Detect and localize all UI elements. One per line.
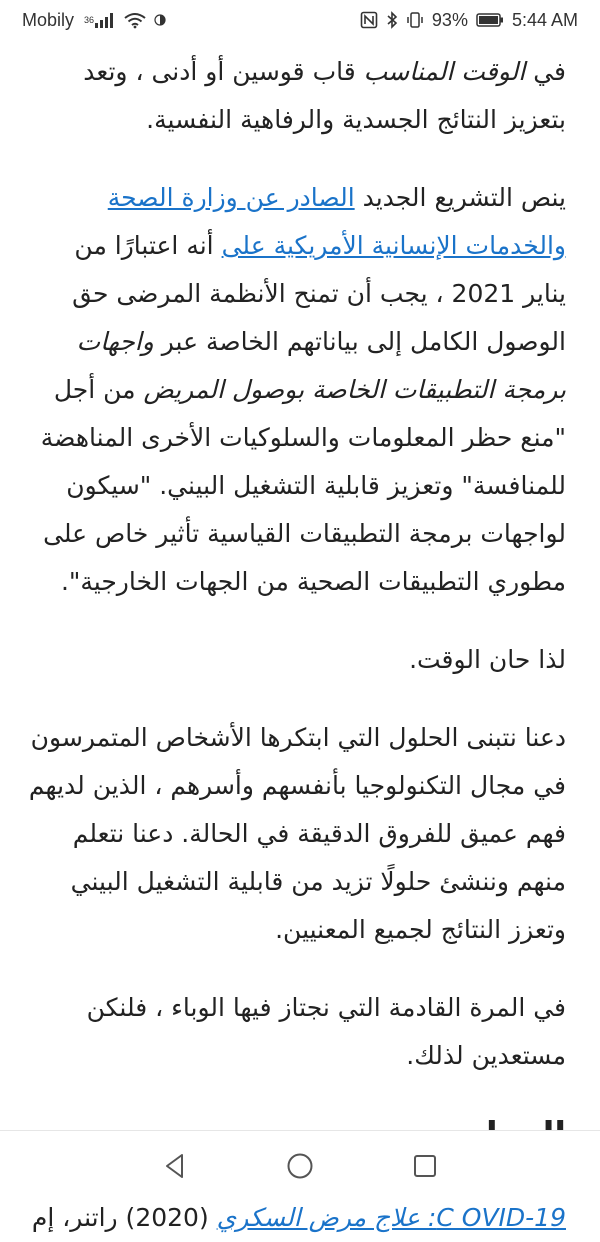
recents-square-icon [410, 1151, 440, 1181]
bluetooth-icon [386, 10, 398, 30]
recents-button[interactable] [395, 1136, 455, 1196]
wifi-icon [124, 10, 146, 30]
para1-text-start: في [533, 57, 566, 86]
paragraph-time-has-come: لذا حان الوقت. [409, 645, 566, 674]
carrier-name: Mobily [22, 9, 75, 30]
paragraph-timing [28, 48, 566, 144]
para2-text-mid: أنه اعتبارًا من يناير 2021 ، يجب أن تمنح الأنظمة المرضى حق الوصول الكامل إلى بياناتهم الخاصة عبر [72, 231, 566, 356]
article-inner [0, 48, 600, 1242]
half-moon-icon [154, 10, 166, 30]
reference-item [28, 1194, 566, 1242]
battery-icon [476, 10, 504, 30]
reference-link[interactable]: C OVID-19: علاج مرض السكري [216, 1203, 566, 1232]
back-triangle-icon [160, 1151, 190, 1181]
home-circle-icon [285, 1151, 315, 1181]
reference-authors: (2020) راتنر، إم [31, 1203, 209, 1232]
para1-text-end: قاب قوسين أو أدنى ، وتعد بتعزيز النتائج الجسدية والرفاهية النفسية. [83, 57, 566, 134]
clock: 5:44 AM [511, 9, 578, 30]
status-right [360, 10, 578, 31]
paragraph-legislation [28, 174, 566, 606]
signal-bars-icon [82, 10, 116, 30]
para2-text-start: ينص التشريع الجديد [362, 183, 566, 212]
paragraph-adopt-solutions: دعنا نتبنى الحلول التي ابتكرها الأشخاص المتمرسون في مجال التكنولوجيا بأنفسهم وأسرهم ، الذين لديهم فهم عميق للفروق الدقيقة في الحالة. دعنا نتعلم منهم وننشئ حلولًا تزيد من قابلية التشغيل البيني وتعزز النتائج لجميع المعنيين. [28, 723, 566, 944]
hhs-legislation-link[interactable]: الصادر عن وزارة الصحة والخدمات الإنسانية الأمريكية على [107, 183, 566, 260]
vibrate-icon [406, 10, 424, 30]
battery-percent: 93% [431, 9, 468, 30]
nfc-icon [360, 10, 378, 30]
paragraph-be-ready: في المرة القادمة التي نجتاز فيها الوباء ، فلنكن مستعدين لذلك. [86, 993, 566, 1070]
home-button[interactable] [270, 1136, 330, 1196]
article-content[interactable] [0, 40, 600, 1232]
navigation-bar [0, 1130, 600, 1200]
status-bar [0, 0, 600, 40]
para1-italic: الوقت المناسب [363, 57, 526, 86]
back-button[interactable] [145, 1136, 205, 1196]
status-left [22, 10, 166, 31]
network-type-label: 36 [84, 15, 95, 25]
para2-text-end: من أجل "منع حظر المعلومات والسلوكيات الأخرى المناهضة للمنافسة" وتعزيز قابلية التشغيل البيني. "سيكون لواجهات برمجة التطبيقات القياسية تأثير خاص على مطوري التطبيقات الصحية من الجهات الخارجية". [40, 375, 566, 596]
para2-italic: واجهات برمجة التطبيقات الخاصة بوصول المريض [76, 327, 566, 404]
